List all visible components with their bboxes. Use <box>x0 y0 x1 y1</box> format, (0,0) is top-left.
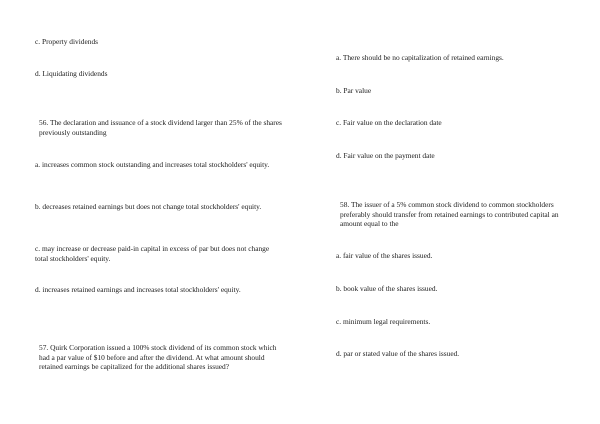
question-57-option-a: a. There should be no capitalization of retained earnings. <box>336 53 504 62</box>
question-57-stem: 57. Quirk Corporation issued a 100% stock dividend of its common stock which had a par value of $10 before and after the dividend. At what amount should retained earnings be capitalized for the additional shares issued? <box>39 343 277 372</box>
question-58-option-c: c. minimum legal requirements. <box>336 317 431 326</box>
option-d-liquidating-dividends: d. Liquidating dividends <box>35 69 108 78</box>
question-56-option-c: c. may increase or decrease paid-in capital in excess of par but does not change total stockholders' equity. <box>35 244 270 263</box>
question-57-option-b: b. Par value <box>336 86 372 95</box>
question-57-option-d: d. Fair value on the payment date <box>336 151 435 160</box>
question-57-option-c: c. Fair value on the declaration date <box>336 118 442 127</box>
question-56-stem: 56. The declaration and issuance of a stock dividend larger than 25% of the shares previously outstanding <box>39 118 282 137</box>
question-56-option-a: a. increases common stock outstanding and increases total stockholders' equity. <box>35 160 270 169</box>
option-c-property-dividends: c. Property dividends <box>35 37 99 46</box>
question-58-option-a: a. fair value of the shares issued. <box>336 251 433 260</box>
question-58-stem: 58. The issuer of a 5% common stock dividend to common stockholders preferably should transfer from retained earnings to contributed capital an amount equal to the <box>340 200 559 229</box>
question-56-option-d: d. increases retained earnings and increases total stockholders' equity. <box>35 285 241 294</box>
question-58-option-d: d. par or stated value of the shares issued. <box>336 349 460 358</box>
question-58-option-b: b. book value of the shares issued. <box>336 284 438 293</box>
question-56-option-b: b. decreases retained earnings but does not change total stockholders' equity. <box>35 202 262 211</box>
